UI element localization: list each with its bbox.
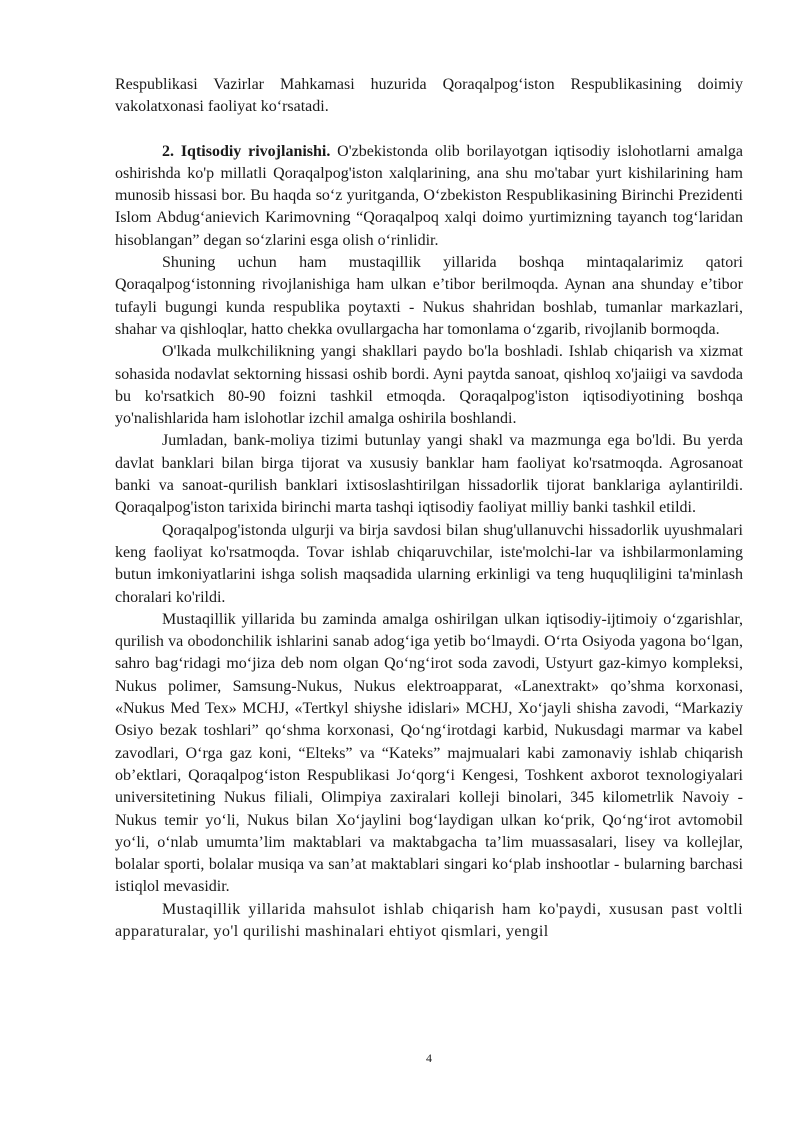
section-heading: 2. Iqtisodiy rivojlanishi. <box>162 142 331 160</box>
paragraph-production: Mustaqillik yillarida mahsulot ishlab chiqarish ham ko'paydi, xususan past voltli apparaturalar, yo'l qurilishi mashinalari ehtiyot qismlari, yengil <box>115 900 743 940</box>
paragraph-intro: Respublikasi Vazirlar Mahkamasi huzurida Qoraqalpog‘iston Respublikasining doimiy vakolatxonasi faoliyat ko‘rsatadi. <box>115 76 743 116</box>
paragraph-ownership: O'lkada mulkchilikning yangi shakllari paydo bo'la boshladi. Ishlab chiqarish va xizmat sohasida nodavlat sektorning hissasi oshib bordi. Ayni paytda sanoat, qishloq xo'jaiigi va savdoda bu ko'rsatkich 80-90 foizni tashkil etmoqda. Qoraqalpog'iston iqtisodiyotining boshqa yo'nalishlarida ham islohotlar izchil amalga oshirila boshlandi. <box>115 343 743 428</box>
paragraph-achievements: Mustaqillik yillarida bu zaminda amalga oshirilgan ulkan iqtisodiy-ijtimoiy o‘zgarishlar, qurilish va obodonchilik ishlarini sanab adog‘iga yetib bo‘lmaydi. O‘rta Osiyoda yagona bo‘lgan, sahro bag‘ridagi mo‘jiza deb nom olgan Qo‘ng‘irot soda zavodi, Ustyurt gaz-kimyo kompleksi, Nukus polimer, Samsung-Nukus, Nukus elektroapparat, «Lanextrakt» qo’shma korxonasi, «Nukus Med Tex» MCHJ, «Tertkyl shiyshe idislari» MCHJ, Xo‘jayli shisha zavodi, “Markaziy Osiyo bezak toshlari” qo‘shma korxonasi, Qo‘ng‘irotdagi karbid, Nukusdagi marmar va kabel zavodlari, O‘rga gaz koni, “Elteks” va “Kateks” majmualari kabi zamonaviy ishlab chiqarish ob’ektlari, Qoraqalpog‘iston Respublikasi Jo‘qorg‘i Kengesi, Toshkent axborot texnologiyalari universitetining Nukus filiali, Olimpiya zaxiralari kolleji binolari, 345 kilometrlik Navoiy - Nukus temir yo‘li, Nukus bilan Xo‘jaylini bog‘laydigan ulkan ko‘prik, Qo‘ng‘irot avtomobil yo‘li, o‘nlab umumta’lim maktablari va maktabgacha ta’lim muassasalari, lisey va kollejlar, bolalar sporti, bolalar musiqa va san’at maktablari singari ko‘plab inshootlar - bularning barchasi istiqlol mevasidir. <box>115 610 743 896</box>
paragraph-economic-development <box>115 141 743 252</box>
paragraph-text: O'zbekistonda olib borilayotgan iqtisodiy islohotlarni amalga oshirishda ko'p millatli Qoraqalpog'iston xalqlarining, ana shu mo'tabar yurt kishilarining ham munosib hissasi bor. Bu haqda so‘z yuritganda, O‘zbekiston Respublikasining Birinchi Prezidenti Islom Abdug‘anievich Karimovning “Qoraqalpoq xalqi doimo yurtimizning tayanch tog‘laridan hisoblangan” degan so‘zlarini esga olish o‘rinlidir. <box>115 142 744 249</box>
paragraph-trade: Qoraqalpog'istonda ulgurji va birja savdosi bilan shug'ullanuvchi hissadorlik uyushmalari keng faoliyat ko'rsatmoqda. Tovar ishlab chiqaruvchilar, iste'molchi-lar va ishbilarmonlaming butun imkoniyatlarini ishga solish maqsadida ularning erkinligi va teng huquqliligini ta'minlash choralari ko'rildi. <box>115 521 743 606</box>
page-number: 4 <box>426 1051 432 1065</box>
document-page <box>115 74 743 943</box>
paragraph-banking: Jumladan, bank-moliya tizimi butunlay yangi shakl va mazmunga ega bo'ldi. Bu yerda davlat banklari bilan birga tijorat va xususiy banklar ham faoliyat ko'rsatmoqda. Agrosanoat banki va sanoat-qurilish banklari ixtisoslashtirilgan hissadorlik tijorat banklariga aylantirildi. Qoraqalpog'iston tarixida birinchi marta tashqi iqtisodiy faoliyat milliy banki tashkil etildi. <box>115 432 743 517</box>
paragraph-attention: Shuning uchun ham mustaqillik yillarida boshqa mintaqalarimiz qatori Qoraqalpog‘istonning rivojlanishiga ham ulkan e’tibor berilmoqda. Aynan ana shunday e’tibor tufayli bugungi kunda respublika poytaxti - Nukus shahridan boshlab, tumanlar markazlari, shahar va qishloqlar, hatto chekka ovullargacha har tomonlama o‘zgarib, rivojlanib bormoqda. <box>115 254 743 338</box>
